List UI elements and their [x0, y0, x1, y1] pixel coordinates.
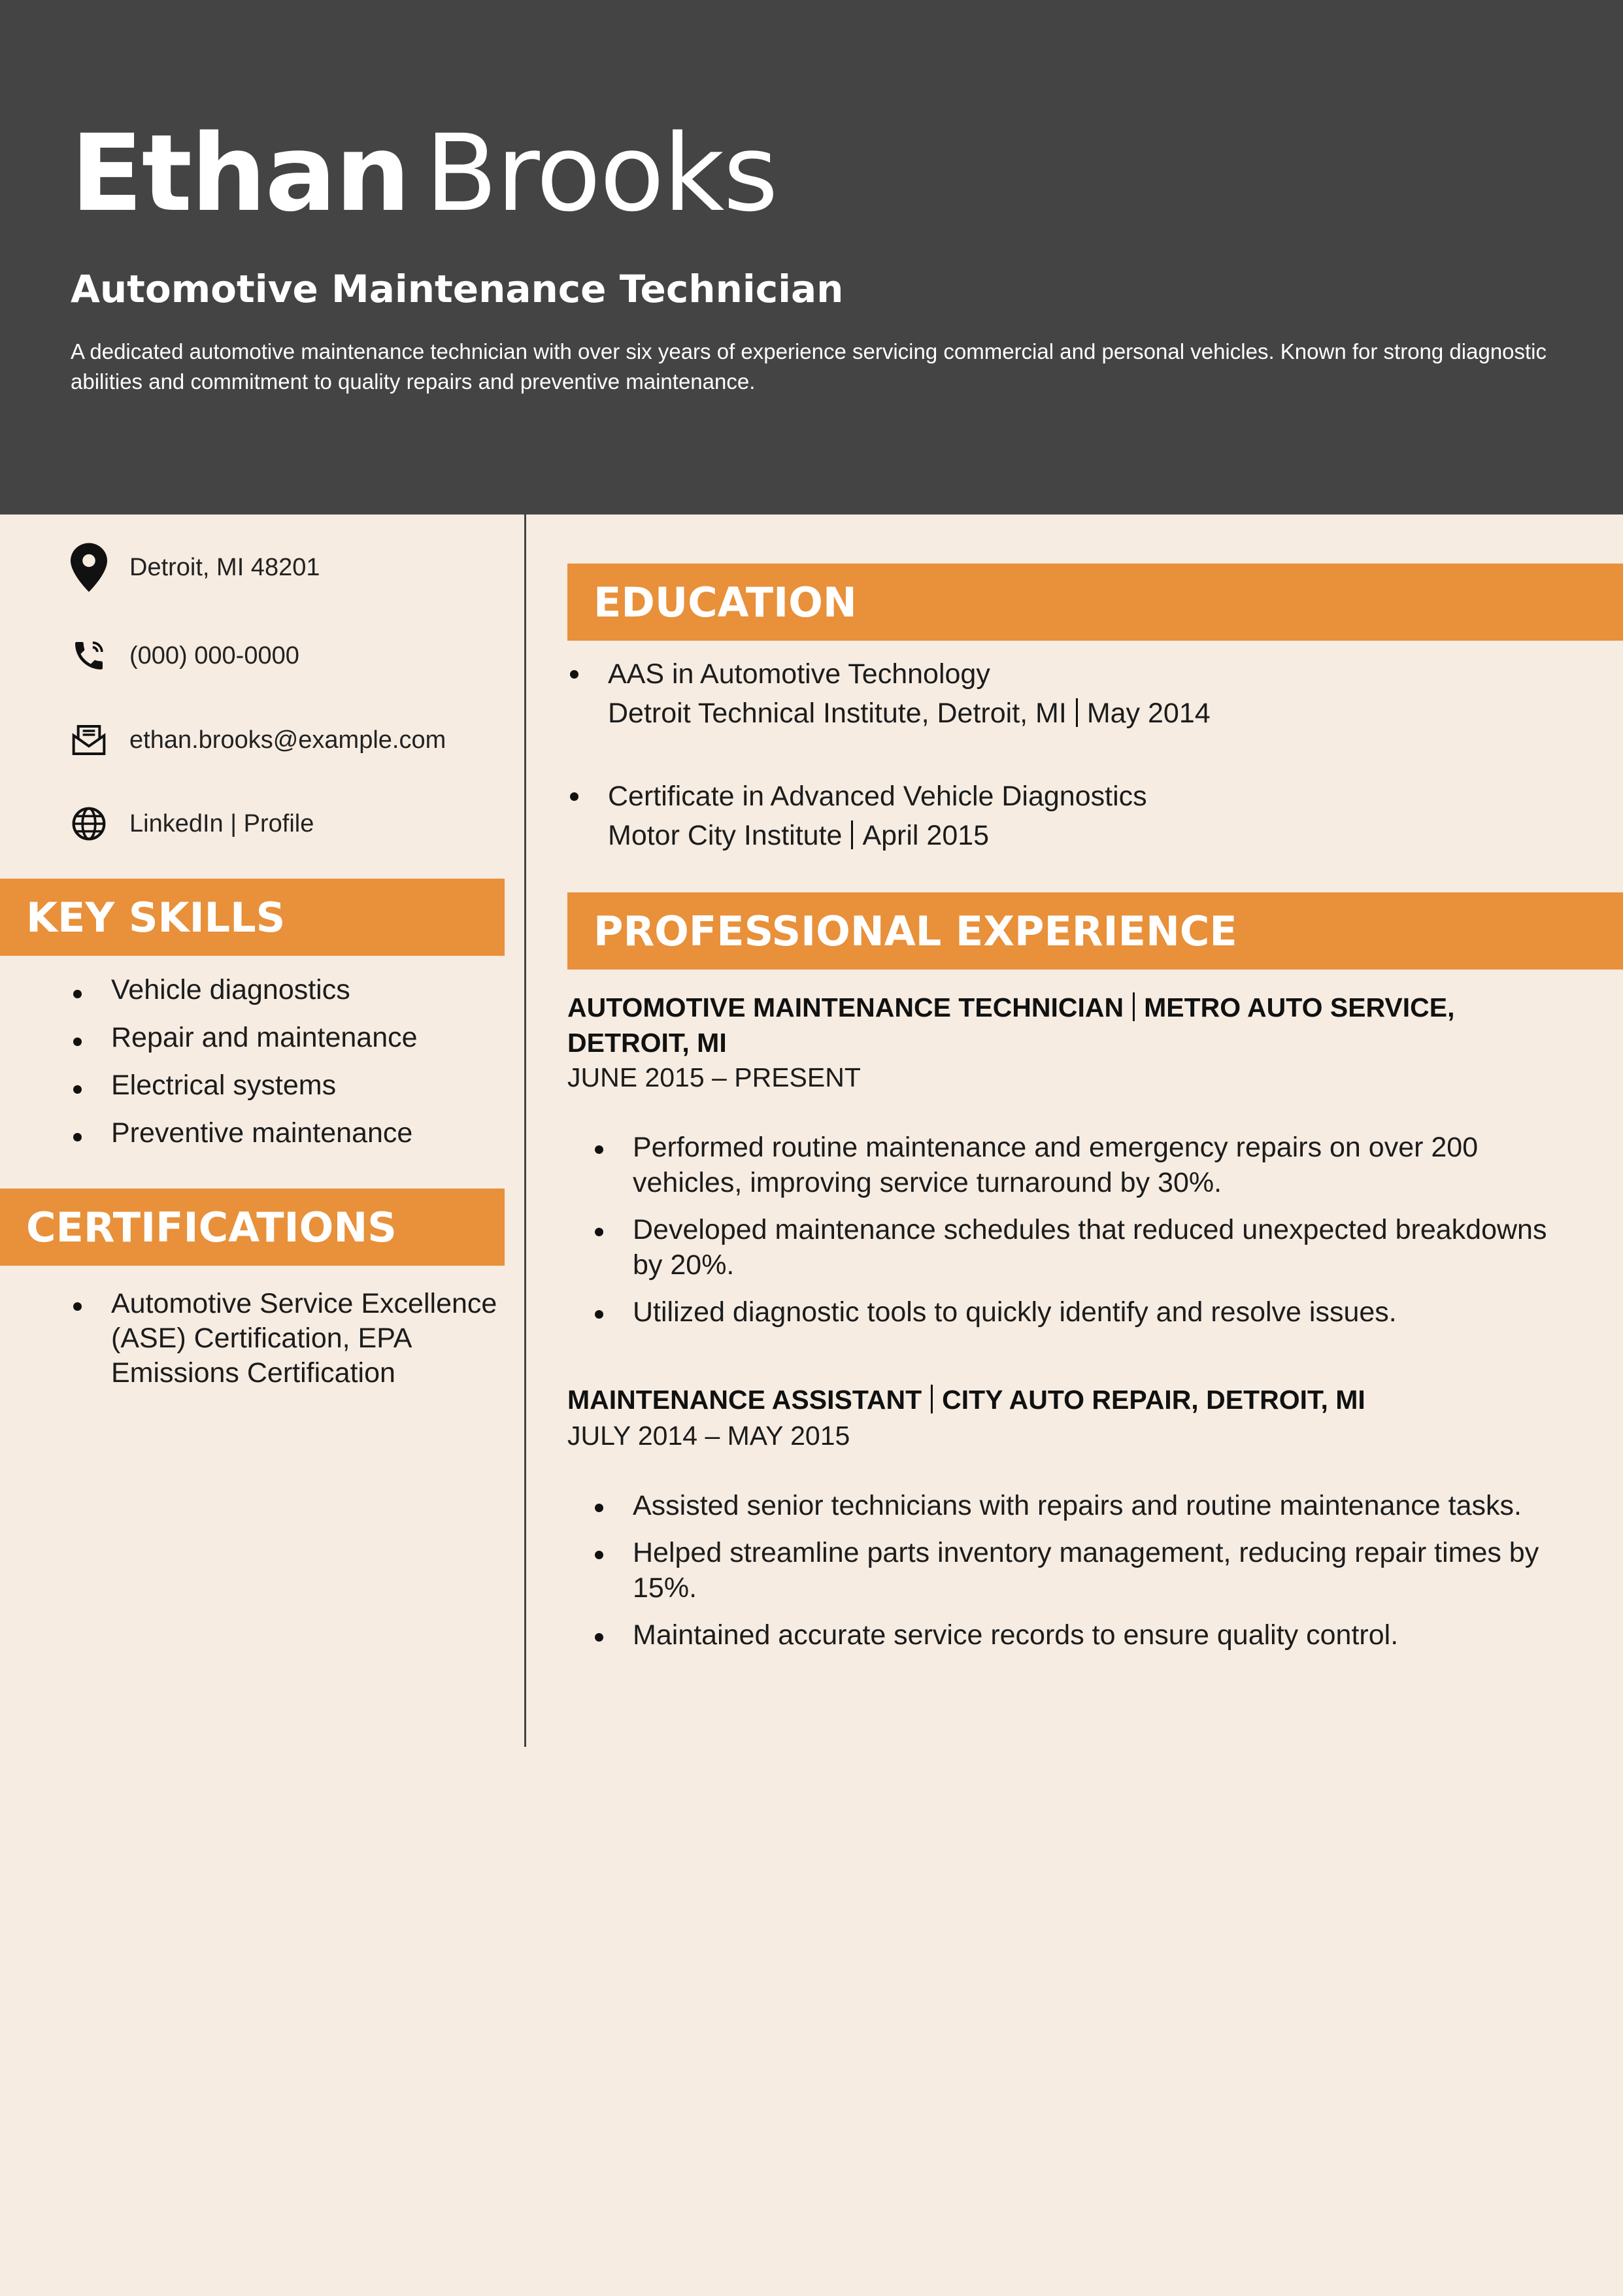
- job-bullets: [633, 1130, 1574, 1330]
- list-item: Helped streamline parts inventory management, reducing repair times by 15%.: [633, 1535, 1574, 1606]
- degree: AAS in Automotive Technology: [608, 658, 990, 690]
- location-text: Detroit, MI 48201: [129, 553, 320, 581]
- job-title: Automotive Maintenance Technician: [71, 267, 844, 311]
- list-item: Repair and maintenance: [111, 1022, 503, 1070]
- degree: Certificate in Advanced Vehicle Diagnostics: [608, 781, 1147, 812]
- phone-icon: [69, 636, 109, 675]
- job-heading: [567, 990, 1548, 1060]
- phone-text: (000) 000-0000: [129, 641, 299, 669]
- school: Detroit Technical Institute, Detroit, MI: [608, 698, 1067, 729]
- school-line: [608, 694, 1211, 733]
- school: Motor City Institute: [608, 820, 843, 851]
- list-item: Electrical systems: [111, 1070, 503, 1117]
- list-item: Automotive Service Excellence (ASE) Certification, EPA Emissions Certification: [111, 1287, 513, 1391]
- separator: [851, 820, 853, 849]
- list-item: Vehicle diagnostics: [111, 974, 503, 1022]
- list-item: Developed maintenance schedules that reduced unexpected breakdowns by 20%.: [633, 1212, 1574, 1283]
- contact-phone: [69, 636, 299, 675]
- education-entry: [608, 654, 1211, 733]
- first-name: Ethan: [71, 112, 410, 235]
- job-dates: JULY 2014 – MAY 2015: [567, 1421, 850, 1451]
- education-heading: EDUCATION: [567, 564, 1623, 641]
- last-name: Brooks: [425, 112, 777, 235]
- date: April 2015: [862, 820, 990, 851]
- separator: [1076, 698, 1078, 727]
- school-line: [608, 816, 1147, 855]
- linkedin-text[interactable]: LinkedIn | Profile: [129, 809, 314, 837]
- header: [0, 0, 1623, 515]
- envelope-icon: [69, 720, 109, 760]
- certifications-list: [111, 1287, 513, 1391]
- job-bullets: [633, 1488, 1574, 1653]
- separator: [931, 1385, 933, 1413]
- skills-list: [111, 974, 503, 1165]
- email-text[interactable]: ethan.brooks@example.com: [129, 726, 446, 754]
- job-dates: JUNE 2015 – PRESENT: [567, 1062, 861, 1092]
- location-pin-icon: [69, 548, 109, 587]
- globe-icon: [69, 804, 109, 843]
- contact-location: [69, 548, 320, 587]
- summary: A dedicated automotive maintenance technician with over six years of experience servicing commercial and personal vehicles. Known for strong diagnostic abilities and commitment to quality repairs and preventive maintenance.: [71, 339, 1547, 394]
- job-role: AUTOMOTIVE MAINTENANCE TECHNICIAN: [567, 992, 1124, 1022]
- job-role: MAINTENANCE ASSISTANT: [567, 1385, 922, 1415]
- job-heading: [567, 1382, 1548, 1417]
- list-item: Preventive maintenance: [111, 1117, 503, 1165]
- skills-heading: KEY SKILLS: [0, 879, 505, 956]
- list-item: Assisted senior technicians with repairs and routine maintenance tasks.: [633, 1488, 1574, 1523]
- column-divider: [524, 515, 526, 1747]
- experience-heading: PROFESSIONAL EXPERIENCE: [567, 892, 1623, 970]
- list-item: Maintained accurate service records to ensure quality control.: [633, 1617, 1574, 1653]
- separator: [1133, 992, 1135, 1021]
- candidate-name: [71, 112, 777, 235]
- certifications-heading: CERTIFICATIONS: [0, 1189, 505, 1266]
- contact-email: [69, 720, 446, 760]
- list-item: Performed routine maintenance and emergency repairs on over 200 vehicles, improving service turnaround by 30%.: [633, 1130, 1574, 1200]
- list-item: Utilized diagnostic tools to quickly identify and resolve issues.: [633, 1294, 1574, 1330]
- date: May 2014: [1086, 698, 1211, 729]
- job-company: CITY AUTO REPAIR, DETROIT, MI: [942, 1385, 1365, 1415]
- job-company: METRO AUTO SERVICE, DETROIT, MI: [567, 992, 1455, 1058]
- contact-linkedin: [69, 804, 314, 843]
- education-entry: [608, 777, 1147, 855]
